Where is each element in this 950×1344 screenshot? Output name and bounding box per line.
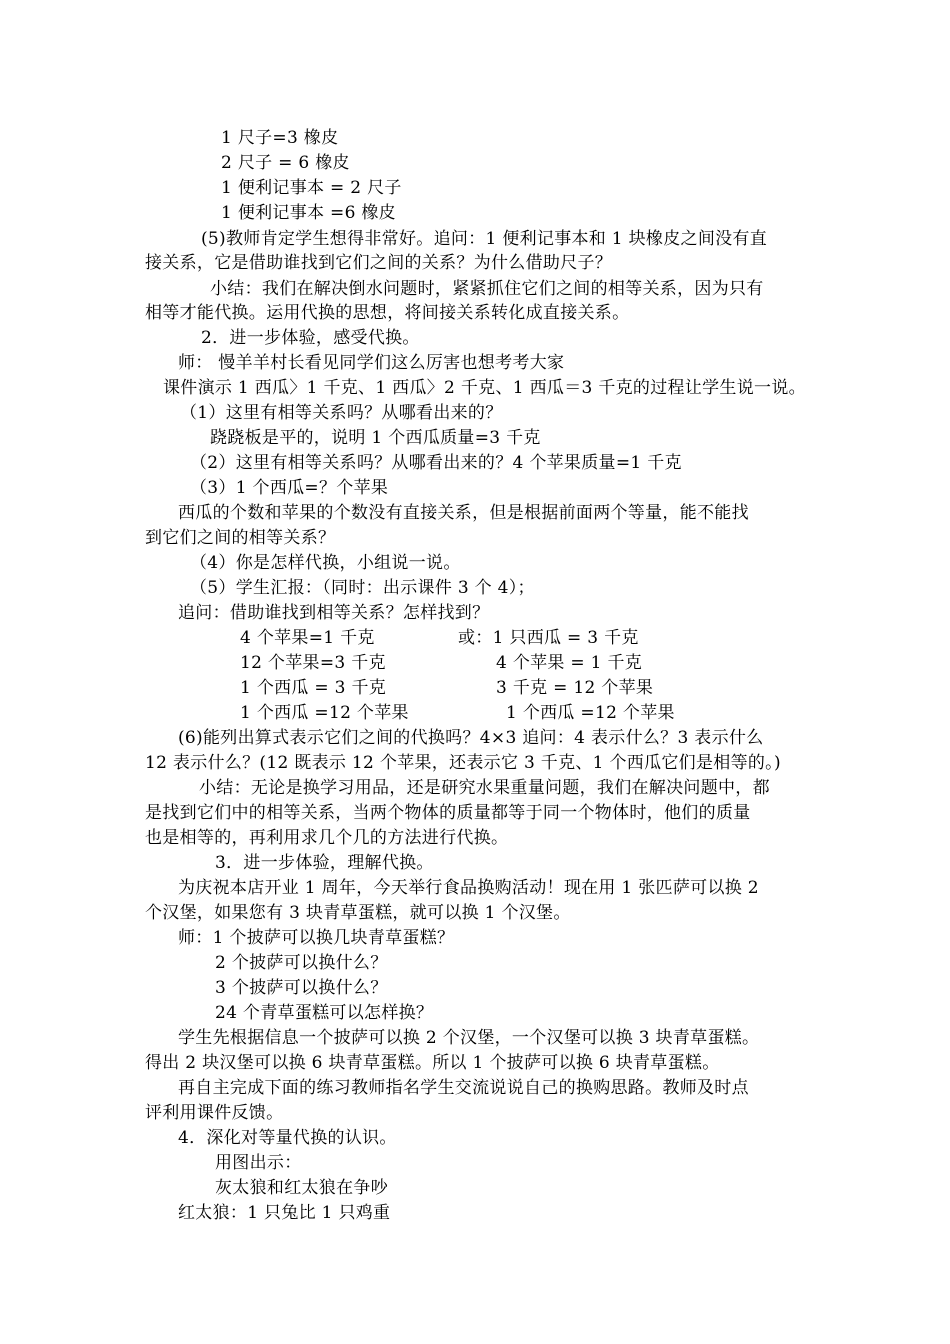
- text-line: （2）这里有相等关系吗？从哪看出来的？4 个苹果质量=1 千克: [190, 453, 682, 473]
- text-line: 2 个披萨可以换什么？: [215, 953, 388, 973]
- text-line: 相等才能代换。运用代换的思想，将间接关系转化成直接关系。: [145, 303, 630, 323]
- text-line: 小结：我们在解决倒水问题时，紧紧抓住它们之间的相等关系，因为只有: [210, 279, 764, 299]
- text-line: 是找到它们中的相等关系，当两个物体的质量都等于同一个物体时，他们的质量: [145, 803, 751, 823]
- text-line: 4．深化对等量代换的认识。: [178, 1128, 397, 1148]
- text-line: 12 表示什么？(12 既表示 12 个苹果，还表示它 3 千克、1 个西瓜它们是相等的。): [145, 753, 781, 773]
- text-line: 4 个苹果 = 1 千克: [496, 653, 643, 673]
- text-line: 课件演示 1 西瓜〉1 千克、1 西瓜〉2 千克、1 西瓜＝3 千克的过程让学生说一说。: [163, 378, 806, 398]
- text-line: 师： 慢羊羊村长看见同学们这么厉害也想考考大家: [178, 353, 565, 373]
- text-line: 学生先根据信息一个披萨可以换 2 个汉堡，一个汉堡可以换 3 块青草蛋糕。: [178, 1028, 760, 1048]
- text-line: 小结：无论是换学习用品，还是研究水果重量问题，我们在解决问题中，都: [199, 778, 770, 798]
- text-line: 1 便利记事本 = 2 尺子: [221, 178, 402, 198]
- text-line: 西瓜的个数和苹果的个数没有直接关系，但是根据前面两个等量，能不能找: [178, 503, 749, 523]
- text-line: （5）学生汇报：（同时：出示课件 3 个 4）；: [190, 578, 535, 598]
- text-line: 24 个青草蛋糕可以怎样换？: [215, 1003, 434, 1023]
- text-line: 或：1 只西瓜 = 3 千克: [458, 628, 639, 648]
- text-line: 个汉堡，如果您有 3 块青草蛋糕，就可以换 1 个汉堡。: [145, 903, 571, 923]
- text-line: 得出 2 块汉堡可以换 6 块青草蛋糕。所以 1 个披萨可以换 6 块青草蛋糕。: [145, 1053, 720, 1073]
- text-line: 接关系，它是借助谁找到它们之间的关系？为什么借助尺子？: [145, 253, 613, 273]
- text-line: 师：1 个披萨可以换几块青草蛋糕？: [178, 928, 455, 948]
- text-line: 评利用课件反馈。: [145, 1103, 284, 1123]
- text-line: 用图出示：: [215, 1153, 302, 1173]
- text-line: 4 个苹果=1 千克: [240, 628, 375, 648]
- text-line: （1）这里有相等关系吗？从哪看出来的？: [180, 403, 503, 423]
- text-line: 到它们之间的相等关系？: [145, 528, 336, 548]
- text-line: 跷跷板是平的，说明 1 个西瓜质量=3 千克: [210, 428, 541, 448]
- text-line: 1 尺子=3 橡皮: [221, 128, 339, 148]
- text-line: (5)教师肯定学生想得非常好。追问：1 便利记事本和 1 块橡皮之间没有直: [201, 229, 768, 249]
- text-line: 3 个披萨可以换什么？: [215, 978, 388, 998]
- text-line: (6)能列出算式表示它们之间的代换吗？4×3 追问：4 表示什么？3 表示什么: [178, 728, 764, 748]
- text-line: （3）1 个西瓜=？个苹果: [190, 478, 389, 498]
- text-line: 1 个西瓜 =12 个苹果: [240, 703, 409, 723]
- text-line: 再自主完成下面的练习教师指名学生交流说说自己的换购思路。教师及时点: [178, 1078, 749, 1098]
- text-line: 1 个西瓜 = 3 千克: [240, 678, 387, 698]
- text-line: 也是相等的，再利用求几个几的方法进行代换。: [145, 828, 509, 848]
- text-line: 追问：借助谁找到相等关系？怎样找到？: [178, 603, 490, 623]
- text-line: 3．进一步体验，理解代换。: [215, 853, 434, 873]
- text-line: 2 尺子 = 6 橡皮: [221, 153, 350, 173]
- text-line: 2．进一步体验，感受代换。: [201, 328, 420, 348]
- text-line: （4）你是怎样代换，小组说一说。: [190, 553, 461, 573]
- text-line: 1 个西瓜 =12 个苹果: [506, 703, 675, 723]
- text-line: 3 千克 = 12 个苹果: [496, 678, 654, 698]
- text-line: 12 个苹果=3 千克: [240, 653, 386, 673]
- text-line: 为庆祝本店开业 1 周年，今天举行食品换购活动！现在用 1 张匹萨可以换 2: [178, 878, 759, 898]
- text-line: 灰太狼和红太狼在争吵: [215, 1178, 388, 1198]
- text-line: 红太狼：1 只兔比 1 只鸡重: [178, 1203, 391, 1223]
- text-line: 1 便利记事本 =6 橡皮: [221, 203, 396, 223]
